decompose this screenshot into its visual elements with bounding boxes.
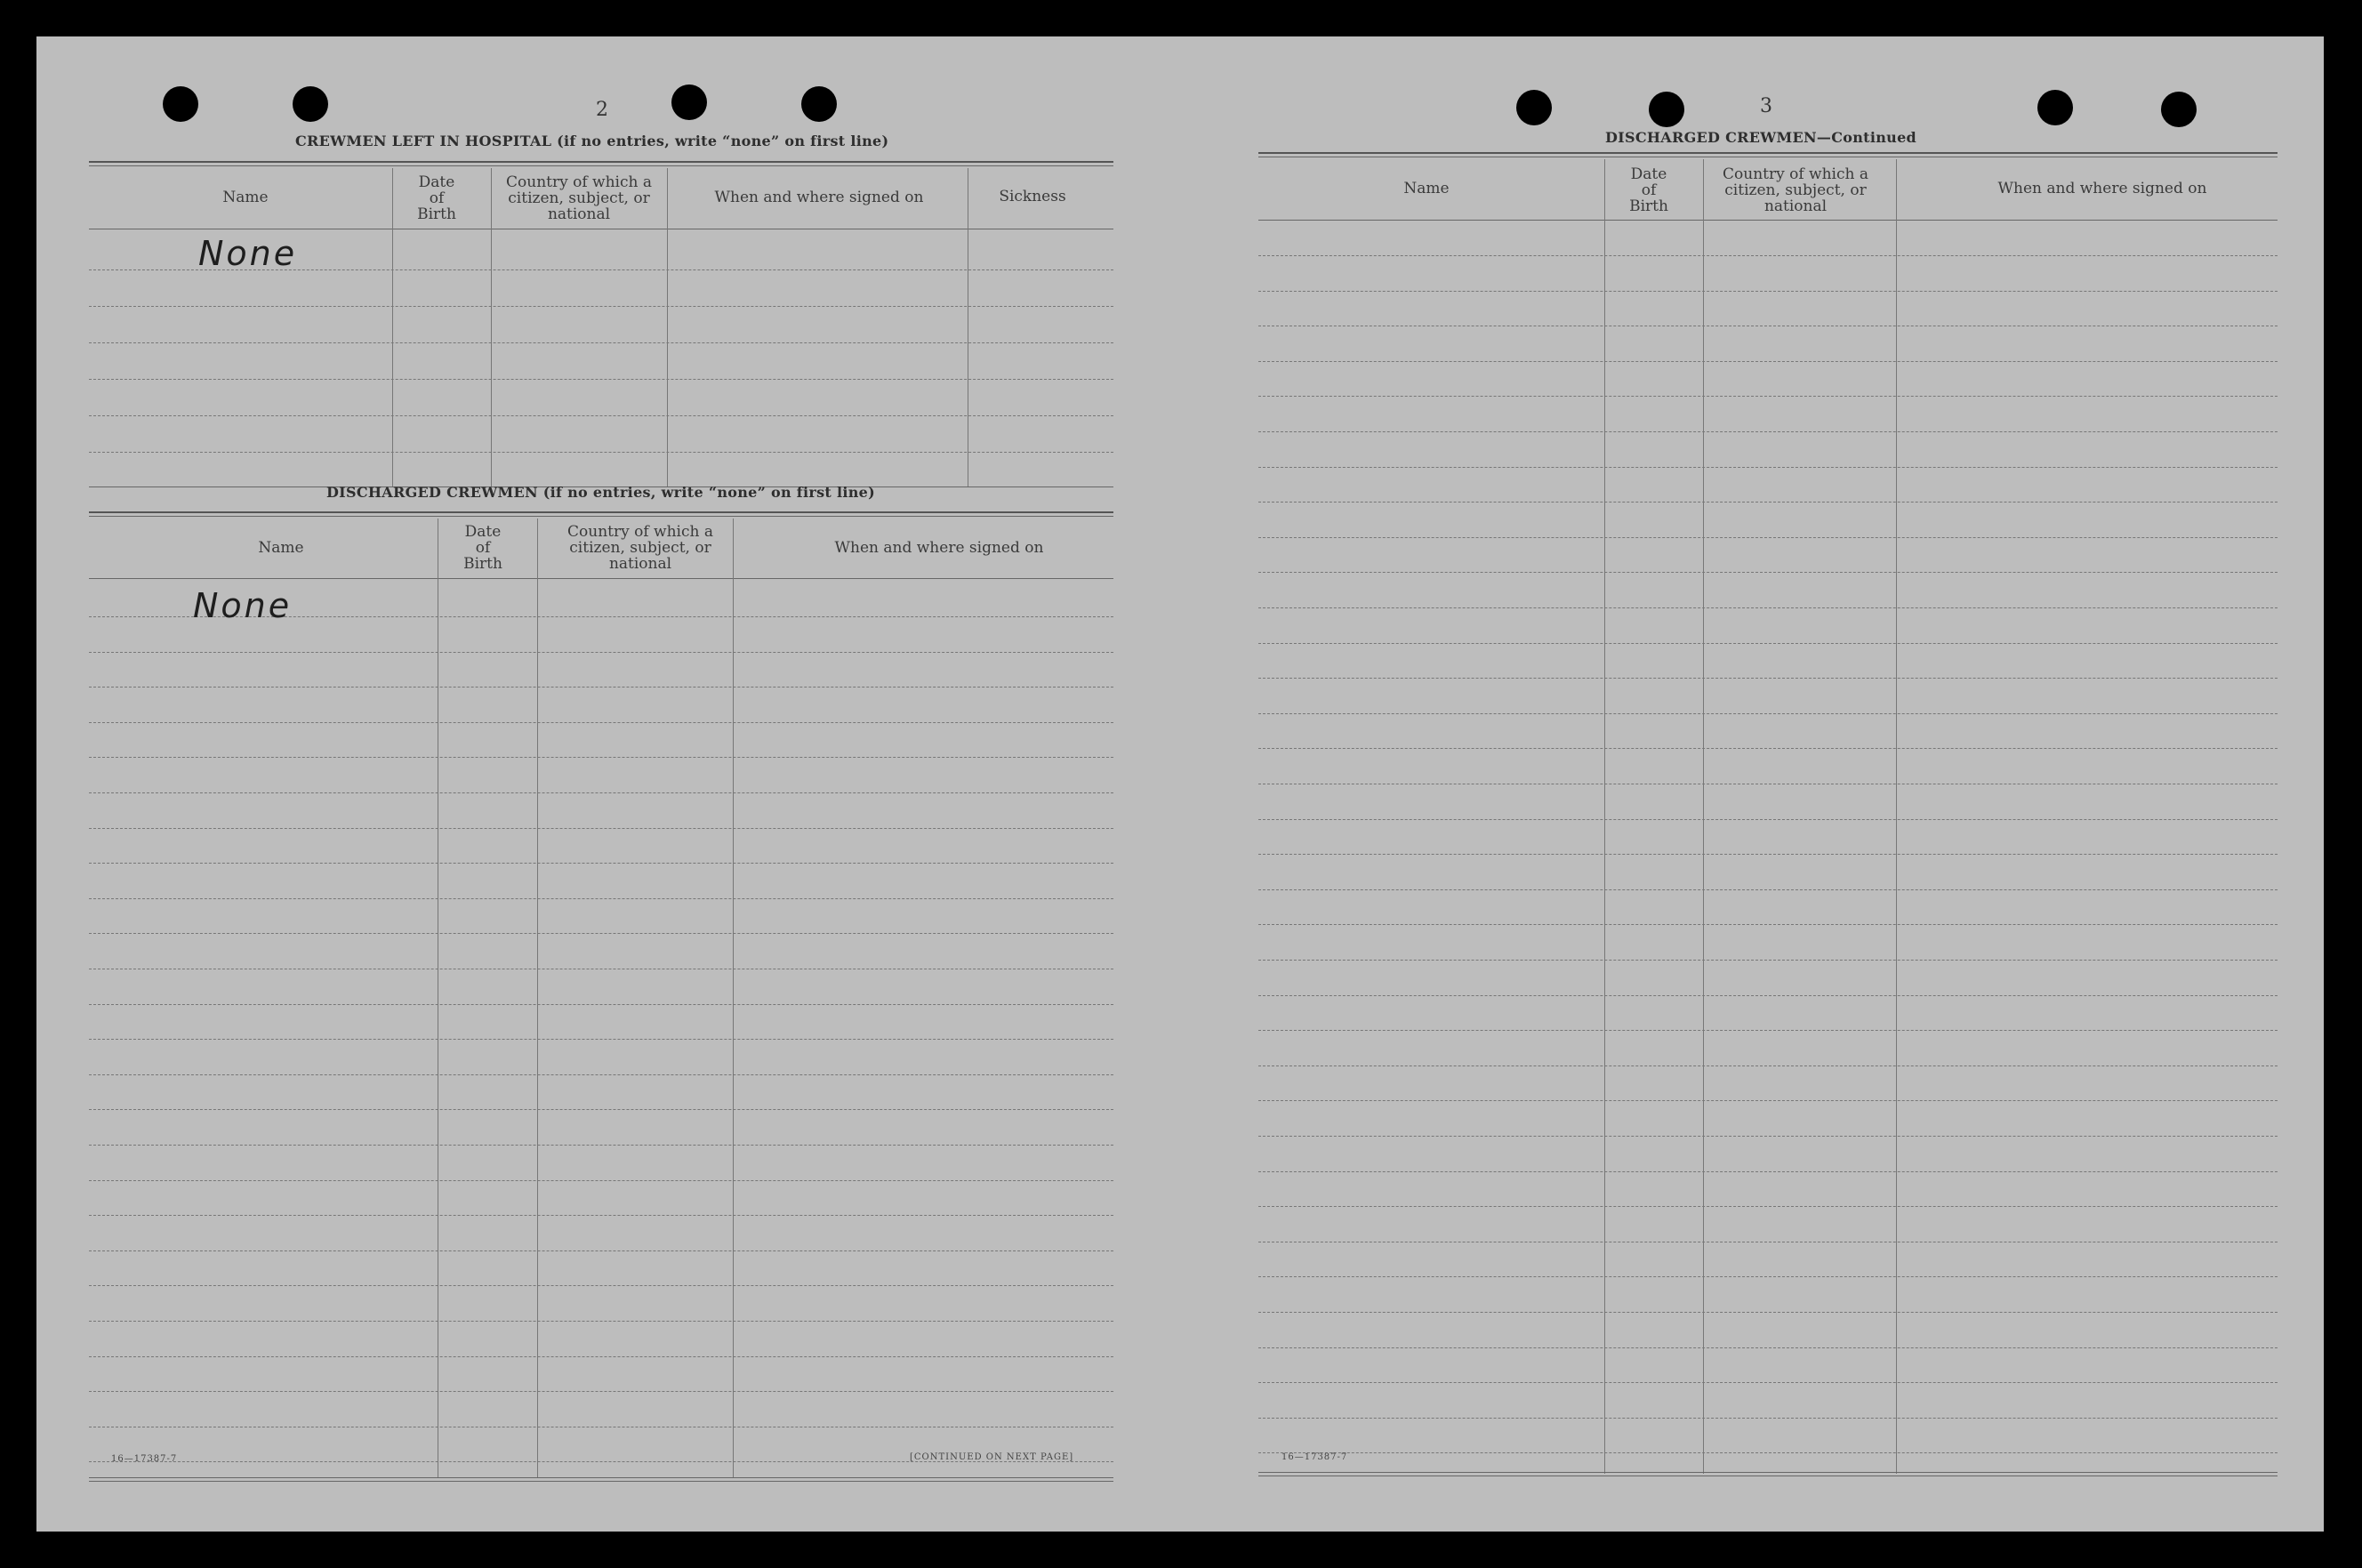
table-row-line bbox=[1258, 1276, 2278, 1277]
table-row-line bbox=[1258, 1382, 2278, 1383]
right-section-title: DISCHARGED CREWMEN—Continued bbox=[1605, 129, 1917, 146]
hospital-top-rule bbox=[89, 165, 1113, 166]
table-row-line bbox=[89, 652, 1113, 653]
right-bottom-rule bbox=[1258, 1472, 2278, 1473]
table-row-line bbox=[89, 1285, 1113, 1286]
hospital-col-name: Name bbox=[222, 189, 269, 206]
punch-hole bbox=[293, 86, 328, 122]
table-row-line bbox=[89, 306, 1113, 307]
discharged-entry-none: None bbox=[193, 586, 293, 625]
table-row-line bbox=[89, 828, 1113, 829]
right-top-rule bbox=[1258, 152, 2278, 154]
table-row-line bbox=[1258, 1418, 2278, 1419]
table-row-line bbox=[89, 379, 1113, 380]
table-row-line bbox=[1258, 1100, 2278, 1101]
right-col-dob: Date of Birth bbox=[1629, 165, 1668, 215]
table-row-line bbox=[1258, 572, 2278, 573]
form-number-left: 16—17387-7 bbox=[111, 1454, 178, 1464]
column-divider bbox=[733, 519, 734, 1477]
table-row-line bbox=[1258, 748, 2278, 749]
punch-hole bbox=[801, 86, 837, 122]
table-row-line bbox=[1258, 643, 2278, 644]
form-number-right: 16—17387-7 bbox=[1281, 1452, 1348, 1462]
discharged-header-rule bbox=[89, 578, 1113, 579]
table-row-line bbox=[1258, 1206, 2278, 1207]
table-row-line bbox=[1258, 1347, 2278, 1348]
table-row-line bbox=[1258, 467, 2278, 468]
hospital-col-when: When and where signed on bbox=[714, 189, 924, 206]
table-row-line bbox=[89, 1356, 1113, 1357]
discharged-top-rule bbox=[89, 516, 1113, 517]
table-row-line bbox=[89, 452, 1113, 453]
right-header-rule bbox=[1258, 220, 2278, 221]
table-row-line bbox=[1258, 607, 2278, 608]
punch-hole bbox=[1516, 90, 1552, 125]
document-page bbox=[36, 36, 2324, 1532]
page-number-left: 2 bbox=[596, 99, 608, 121]
right-col-name: Name bbox=[1403, 180, 1450, 197]
table-row-line bbox=[89, 342, 1113, 343]
table-row-line bbox=[89, 757, 1113, 758]
discharged-bottom-rule bbox=[89, 1481, 1113, 1482]
table-row-line bbox=[89, 1145, 1113, 1146]
table-row-line bbox=[89, 722, 1113, 723]
table-row-line bbox=[1258, 396, 2278, 397]
right-col-when: When and where signed on bbox=[1997, 180, 2207, 197]
table-row-line bbox=[1258, 537, 2278, 538]
table-row-line bbox=[1258, 678, 2278, 679]
column-divider bbox=[392, 168, 393, 486]
table-row-line bbox=[1258, 995, 2278, 996]
table-row-line bbox=[1258, 960, 2278, 961]
punch-hole bbox=[163, 86, 198, 122]
table-row-line bbox=[89, 1215, 1113, 1216]
table-row-line bbox=[89, 1250, 1113, 1251]
discharged-col-when: When and where signed on bbox=[834, 539, 1044, 557]
continued-note: [CONTINUED ON NEXT PAGE] bbox=[910, 1452, 1074, 1462]
table-row-line bbox=[1258, 1136, 2278, 1137]
table-row-line bbox=[89, 1004, 1113, 1005]
hospital-col-sickness: Sickness bbox=[999, 188, 1066, 205]
hospital-col-dob: Date of Birth bbox=[417, 173, 456, 223]
discharged-col-name: Name bbox=[258, 539, 304, 557]
discharged-bottom-rule bbox=[89, 1477, 1113, 1478]
table-row-line bbox=[1258, 713, 2278, 714]
table-row-line bbox=[1258, 1030, 2278, 1031]
table-row-line bbox=[1258, 502, 2278, 503]
punch-hole bbox=[2161, 92, 2197, 127]
table-row-line bbox=[1258, 854, 2278, 855]
table-row-line bbox=[1258, 1171, 2278, 1172]
discharged-col-dob: Date of Birth bbox=[463, 523, 502, 573]
hospital-top-rule bbox=[89, 161, 1113, 163]
table-row-line bbox=[1258, 291, 2278, 292]
table-row-line bbox=[89, 1391, 1113, 1392]
table-row-line bbox=[89, 933, 1113, 934]
table-row-line bbox=[89, 415, 1113, 416]
table-row-line bbox=[89, 1180, 1113, 1181]
discharged-section-title: DISCHARGED CREWMEN (if no entries, write “none” on first line) bbox=[326, 484, 875, 501]
table-row-line bbox=[89, 1321, 1113, 1322]
column-divider bbox=[537, 519, 538, 1477]
hospital-col-country: Country of which a citizen, subject, or national bbox=[506, 173, 652, 223]
punch-hole bbox=[671, 84, 707, 120]
discharged-col-country: Country of which a citizen, subject, or national bbox=[567, 523, 713, 573]
table-row-line bbox=[89, 863, 1113, 864]
table-row-line bbox=[89, 1074, 1113, 1075]
hospital-section-title: CREWMEN LEFT IN HOSPITAL (if no entries, write “none” on first line) bbox=[295, 133, 889, 149]
table-row-line bbox=[1258, 819, 2278, 820]
punch-hole bbox=[2037, 90, 2073, 125]
column-divider bbox=[491, 168, 492, 486]
table-row-line bbox=[1258, 889, 2278, 890]
right-col-country: Country of which a citizen, subject, or national bbox=[1723, 165, 1868, 215]
column-divider bbox=[667, 168, 668, 486]
table-row-line bbox=[89, 1109, 1113, 1110]
page-number-right: 3 bbox=[1760, 95, 1772, 117]
table-row-line bbox=[1258, 361, 2278, 362]
table-row-line bbox=[89, 687, 1113, 688]
table-row-line bbox=[1258, 1452, 2278, 1453]
table-row-line bbox=[1258, 1312, 2278, 1313]
table-row-line bbox=[1258, 924, 2278, 925]
table-row-line bbox=[1258, 431, 2278, 432]
table-row-line bbox=[1258, 255, 2278, 256]
discharged-top-rule bbox=[89, 511, 1113, 513]
table-row-line bbox=[89, 898, 1113, 899]
punch-hole bbox=[1649, 92, 1684, 127]
table-row-line bbox=[1258, 1065, 2278, 1066]
table-row-line bbox=[89, 792, 1113, 793]
hospital-entry-none: None bbox=[198, 234, 298, 273]
table-row-line bbox=[89, 1039, 1113, 1040]
